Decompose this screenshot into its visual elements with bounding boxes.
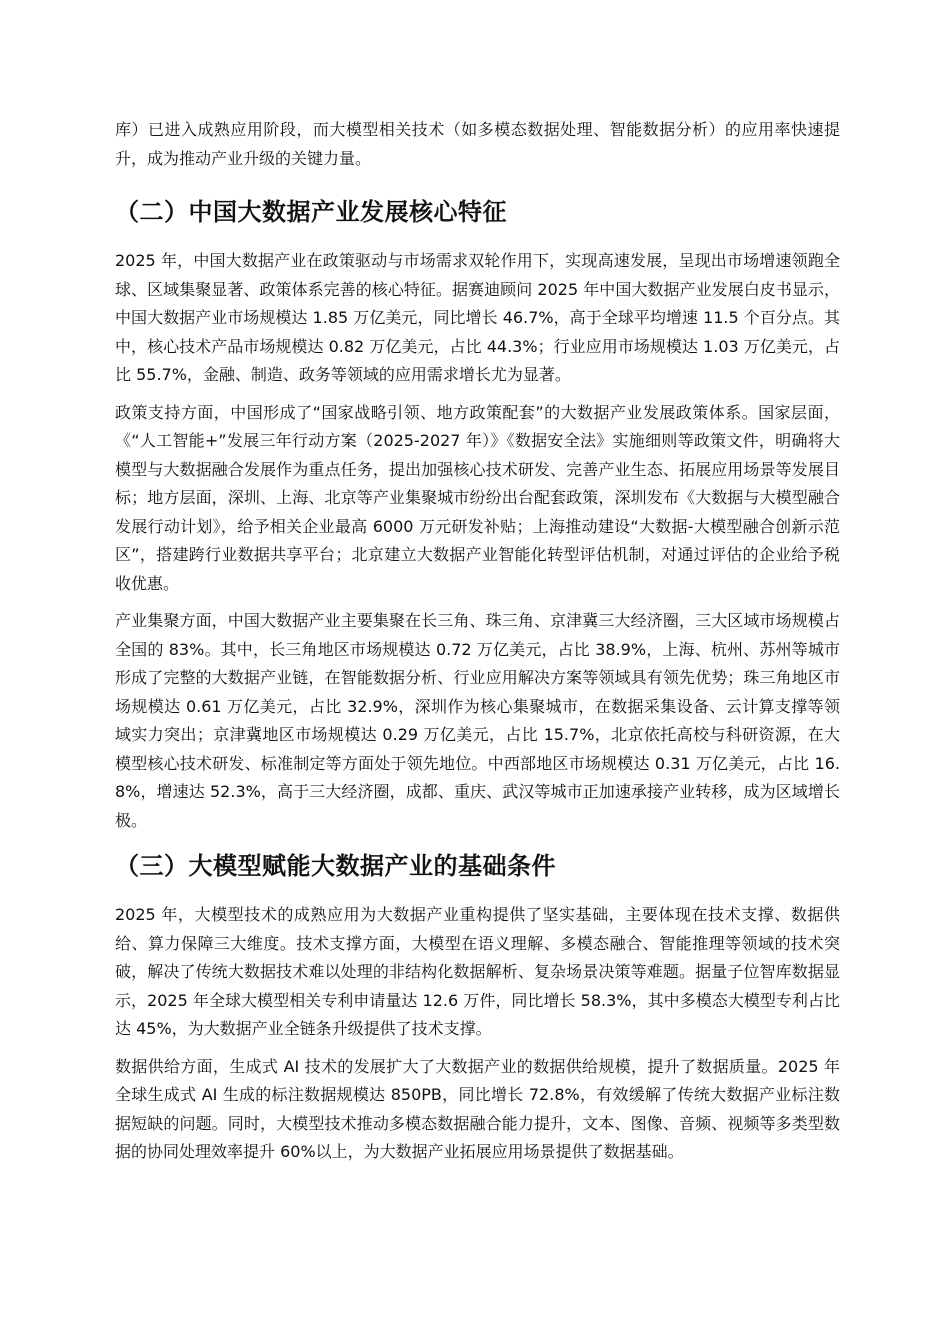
section2-paragraph-3: 产业集聚方面，中国大数据产业主要集聚在长三角、珠三角、京津冀三大经济圈，三大区域市场规模占全国的 83%。其中，长三角地区市场规模达 0.72 万亿美元，占比 38.9%，上海、杭州、苏州等城市形成了完整的大数据产业链，在智能数据分析、行业应用解决方案等领域具有领先优势；珠三角地区市场规模达 0.61 万亿美元，占比 32.9%，深圳作为核心集聚城市，在数据采集设备、云计算支撑等领域实力突出；京津冀地区市场规模达 0.29 万亿美元，占比 15.7%，北京依托高校与科研资源，在大模型核心技术研发、标准制定等方面处于领先地位。中西部地区市场规模达 0.31 万亿美元，占比 16.8%，增速达 52.3%，高于三大经济圈，成都、重庆、武汉等城市正加速承接产业转移，成为区域增长极。 — [115, 611, 840, 830]
intro-paragraph: 库）已进入成熟应用阶段，而大模型相关技术（如多模态数据处理、智能数据分析）的应用率快速提升，成为推动产业升级的关键力量。 — [115, 120, 840, 168]
section3-paragraph-1: 2025 年，大模型技术的成熟应用为大数据产业重构提供了坚实基础，主要体现在技术支撑、数据供给、算力保障三大维度。技术支撑方面，大模型在语义理解、多模态融合、智能推理等领域的技术突破，解决了传统大数据技术难以处理的非结构化数据解析、复杂场景决策等难题。据量子位智库数据显示，2025 年全球大模型相关专利申请量达 12.6 万件，同比增长 58.3%，其中多模态大模型专利占比达 45%，为大数据产业全链条升级提供了技术支撑。 — [115, 905, 840, 1038]
section-heading-2: （二）中国大数据产业发展核心特征 — [115, 198, 507, 226]
section-heading-3: （三）大模型赋能大数据产业的基础条件 — [115, 852, 556, 880]
section3-paragraph-2: 数据供给方面，生成式 AI 技术的发展扩大了大数据产业的数据供给规模，提升了数据质量。2025 年全球生成式 AI 生成的标注数据规模达 850PB，同比增长 72.8%，有效缓解了传统大数据产业标注数据短缺的问题。同时，大模型技术推动多模态数据融合能力提升，文本、图像、音频、视频等多类型数据的协同处理效率提升 60%以上，为大数据产业拓展应用场景提供了数据基础。 — [115, 1056, 840, 1161]
section2-paragraph-2: 政策支持方面，中国形成了“国家战略引领、地方政策配套”的大数据产业发展政策体系。国家层面，《“人工智能+”发展三年行动方案（2025-2027 年）》《数据安全法》实施细则等政策文件，明确将大模型与大数据融合发展作为重点任务，提出加强核心技术研发、完善产业生态、拓展应用场景等发展目标；地方层面，深圳、上海、北京等产业集聚城市纷纷出台配套政策，深圳发布《大数据与大模型融合发展行动计划》，给予相关企业最高 6000 万元研发补贴；上海推动建设“大数据-大模型融合创新示范区”，搭建跨行业数据共享平台；北京建立大数据产业智能化转型评估机制，对通过评估的企业给予税收优惠。 — [115, 402, 840, 593]
section2-paragraph-1: 2025 年，中国大数据产业在政策驱动与市场需求双轮作用下，实现高速发展，呈现出市场增速领跑全球、区域集聚显著、政策体系完善的核心特征。据赛迪顾问 2025 年中国大数据产业发展白皮书显示，中国大数据产业市场规模达 1.85 万亿美元，同比增长 46.7%，高于全球平均增速 11.5 个百分点。其中，核心技术产品市场规模达 0.82 万亿美元，占比 44.3%；行业应用市场规模达 1.03 万亿美元，占比 55.7%，金融、制造、政务等领域的应用需求增长尤为显著。 — [115, 251, 840, 384]
document-page — [115, 116, 840, 1176]
